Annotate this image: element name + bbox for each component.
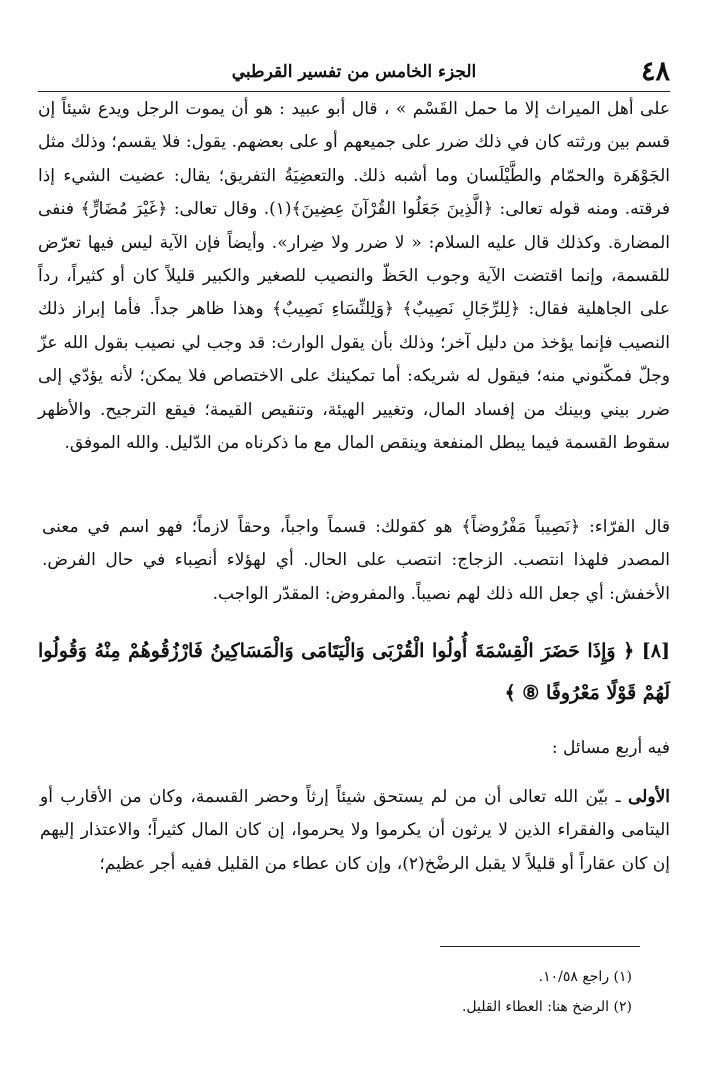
page-header — [38, 55, 670, 89]
paragraph-2: قال الفرّاء: ﴿نَصِيباً مَفْرُوضاً﴾ هو كقولك: قسماً واجباً، وحقاً لازماً؛ فهو اسم في معنى المصدر فلهذا انتصب. الزجاج: انتصب على الحال. أي لهؤلاء أنصِباء في حال الفرض. الأخفش: أي جعل الله ذلك لهم نصيباً. والمفروض: المقدّر الواجب. — [42, 517, 670, 604]
quran-verse — [38, 630, 670, 714]
issues-intro: فيه أربع مسائل : — [551, 738, 670, 758]
paragraph-1: على أهل الميراث إلا ما حمل القَسْم » ، قال أبو عبيد : هو أن يموت الرجل ويدع شيئاً إن قسم بين ورثته كان في ذلك ضرر على جميعهم أو على بعضهم. يقول: فلا يقسم؛ وذلك مثل الجَوْهَرة والحمّام والطَّيْلَسان وما أشبه ذلك. والتعضِيَةُ التفريق؛ يقال: عضيت الشيء إذا فرقته. ومنه قوله تعالى: ﴿الَّذِينَ جَعَلُوا القُرْآنَ عِضِينَ﴾(١). وقال تعالى: ﴿غَيْرَ مُضَارٍّ﴾ فنفى المضارة. وكذلك قال عليه السلام: « لا ضرر ولا ضِرار». وأيضاً فإن الآية ليس فيها تعرّض للقسمة، وإنما اقتضت الآية وجوب الحَظّ والنصيب للصغير والكبير قليلاً كان أو كثيراً، رداً على الجاهلية فقال: ﴿لِلرِّجَالِ نَصِيبٌ﴾ ﴿وَلِلنِّسَاءِ نَصِيبٌ﴾ وهذا ظاهر جداً. فأما إبراز ذلك النصيب فإنما يؤخذ من دليل آخر؛ وذلك بأن يقول الوارث: قد وجب لي نصيب بقول الله عزّ وجلّ فمكّنوني منه؛ فيقول له شريكه: أما تمكينك على الاختصاص فلا يمكن؛ لأنه يؤدّي إلى ضرر بيني وبينك من إفساد المال، وتغيير الهيئة، وتنقيص القيمة؛ فيقع الترجيح. والأظهر سقوط القسمة فيما يبطل المنفعة وينقص المال مع ما ذكرناه من الدّليل. والله الموفق. — [38, 99, 670, 454]
page-number: ٤٨ — [640, 56, 670, 87]
issue-1-text: ـ بيّن الله تعالى أن من لم يستحق شيئاً إرثاً وحضر القسمة، وكان من الأقارب أو اليتامى والفقراء الذين لا يرثون أن يكرموا ولا يحرموا، إن كان المال كثيراً؛ والاعتذار إليهم إن كان عقاراً أو قليلاً لا يقبل الرضْخ(٢)، وإن كان عطاء من القليل ففيه أجر عظيم؛ — [40, 787, 670, 874]
footnote-1: (١) راجع ١٠/٥٨. — [538, 969, 632, 985]
issue-1-lead: الأولى — [628, 787, 670, 807]
issue-1 — [40, 781, 670, 881]
footnote-2: (٢) الرضخ هنا: العطاء القليل. — [461, 999, 632, 1015]
verse-text: ﴿ وَإِذَا حَضَرَ الْقِسْمَةَ أُولُوا الْقُرْبَى وَالْيَتَامَى وَالْمَسَاكِينُ فَارْزُقُوهُمْ مِنْهُ وَقُولُوا لَهُمْ قَوْلًا مَعْرُوفًا ⑧ ﴾ — [38, 640, 670, 704]
header-rule — [38, 91, 670, 92]
verse-number: [٨] — [641, 640, 670, 662]
footnote-rule — [440, 946, 640, 947]
footnotes — [232, 962, 632, 1022]
running-title: الجزء الخامس من تفسير القرطبي — [231, 62, 477, 82]
